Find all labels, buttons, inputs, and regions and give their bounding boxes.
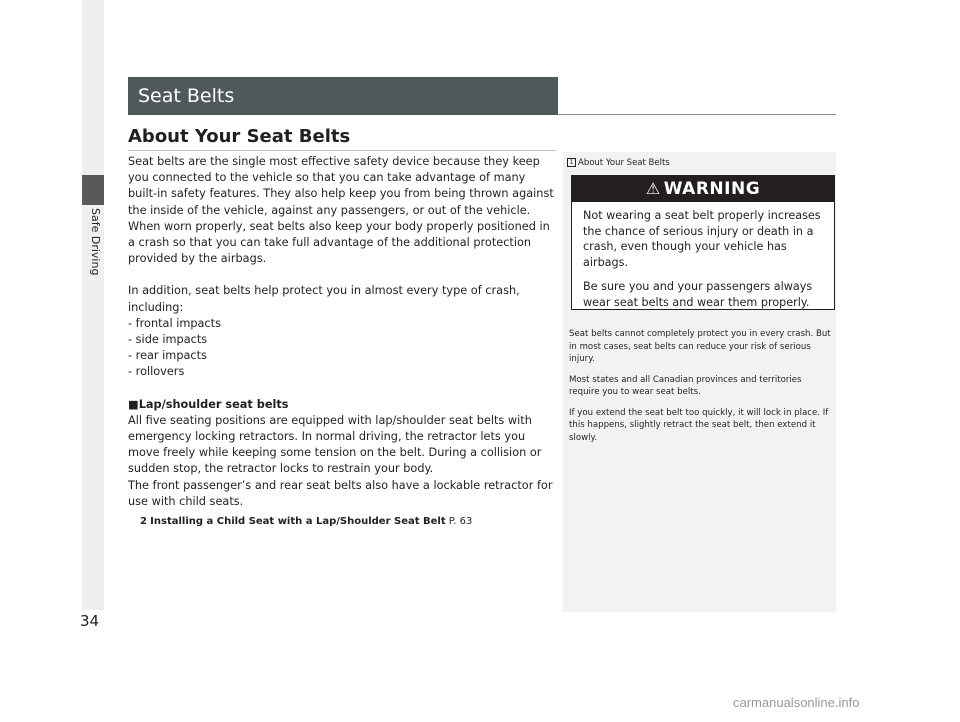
cross-reference[interactable]	[128, 514, 558, 530]
page-number: 34	[80, 612, 100, 630]
list-item: - rollovers	[128, 365, 185, 379]
subheading	[128, 397, 558, 413]
body-paragraph: All five seating positions are equipped with lap/shoulder seat belts with emergency locking retractors. In normal driving, the retractor lets you move freely while keeping some tension on the belt. During a collision or sudden stop, the retractor locks to restrain your body.	[128, 413, 542, 476]
warning-body	[572, 202, 834, 310]
warning-box	[571, 175, 835, 310]
reference-link[interactable]: Installing a Child Seat with a Lap/Shoulder Seat Belt	[150, 516, 446, 528]
note-paragraph: If you extend the seat belt too quickly, it will lock in place. If this happens, slightly retract the seat belt, then extend it slowly.	[569, 407, 829, 443]
crash-intro: In addition, seat belts help protect you in almost every type of crash, including:	[128, 284, 520, 314]
warning-triangle-icon: ⚠	[645, 179, 661, 198]
page-title: About Your Seat Belts	[128, 126, 351, 147]
warning-title	[572, 176, 834, 202]
note-paragraph: Most states and all Canadian provinces and territories require you to wear seat belts.	[569, 374, 802, 397]
note-marker-icon: 1	[567, 158, 576, 167]
intro-paragraph: Seat belts are the single most effective safety device because they keep you connected to the vehicle so that you can take advantage of many built-in safety features. They also help keep you from being thrown against the inside of the vehicle, against any passengers, or out of the vehicle. When worn properly, seat belts also keep your body properly positioned in a crash so that you can take full advantage of the additional protection provided by the airbags.	[128, 155, 554, 266]
warning-title-text: WARNING	[663, 179, 761, 199]
subheading-text: Lap/shoulder seat belts	[138, 397, 289, 411]
header-rule	[558, 114, 836, 115]
list-item: - side impacts	[128, 333, 208, 347]
list-item: - rear impacts	[128, 349, 207, 363]
note-heading-text: About Your Seat Belts	[578, 158, 670, 168]
list-item: - frontal impacts	[128, 316, 221, 330]
main-content	[128, 154, 558, 530]
warning-text: Be sure you and your passengers always wear seat belts and wear them properly.	[583, 280, 813, 309]
reference-page: P. 63	[445, 516, 473, 528]
square-bullet-icon: ■	[128, 397, 139, 411]
notes-list	[569, 328, 831, 452]
warning-text: Not wearing a seat belt properly increases the chance of serious injury or death in a crash, even though your vehicle has airbags.	[583, 209, 821, 269]
body-paragraph: The front passenger’s and rear seat belts also have a lockable retractor for use with child seats.	[128, 478, 553, 508]
note-paragraph: Seat belts cannot completely protect you in every crash. But in most cases, seat belts can reduce your risk of serious injury.	[569, 329, 831, 364]
section-header: Seat Belts	[128, 77, 558, 115]
side-tab-bar	[82, 0, 104, 610]
title-rule	[128, 150, 556, 151]
note-heading	[567, 158, 670, 168]
reference-arrow-icon: 2	[140, 516, 147, 528]
side-notes-panel	[563, 152, 836, 612]
chapter-label: Safe Driving	[89, 208, 102, 276]
side-tab-marker	[82, 175, 104, 205]
watermark: carmanualsonline.info	[733, 695, 860, 710]
